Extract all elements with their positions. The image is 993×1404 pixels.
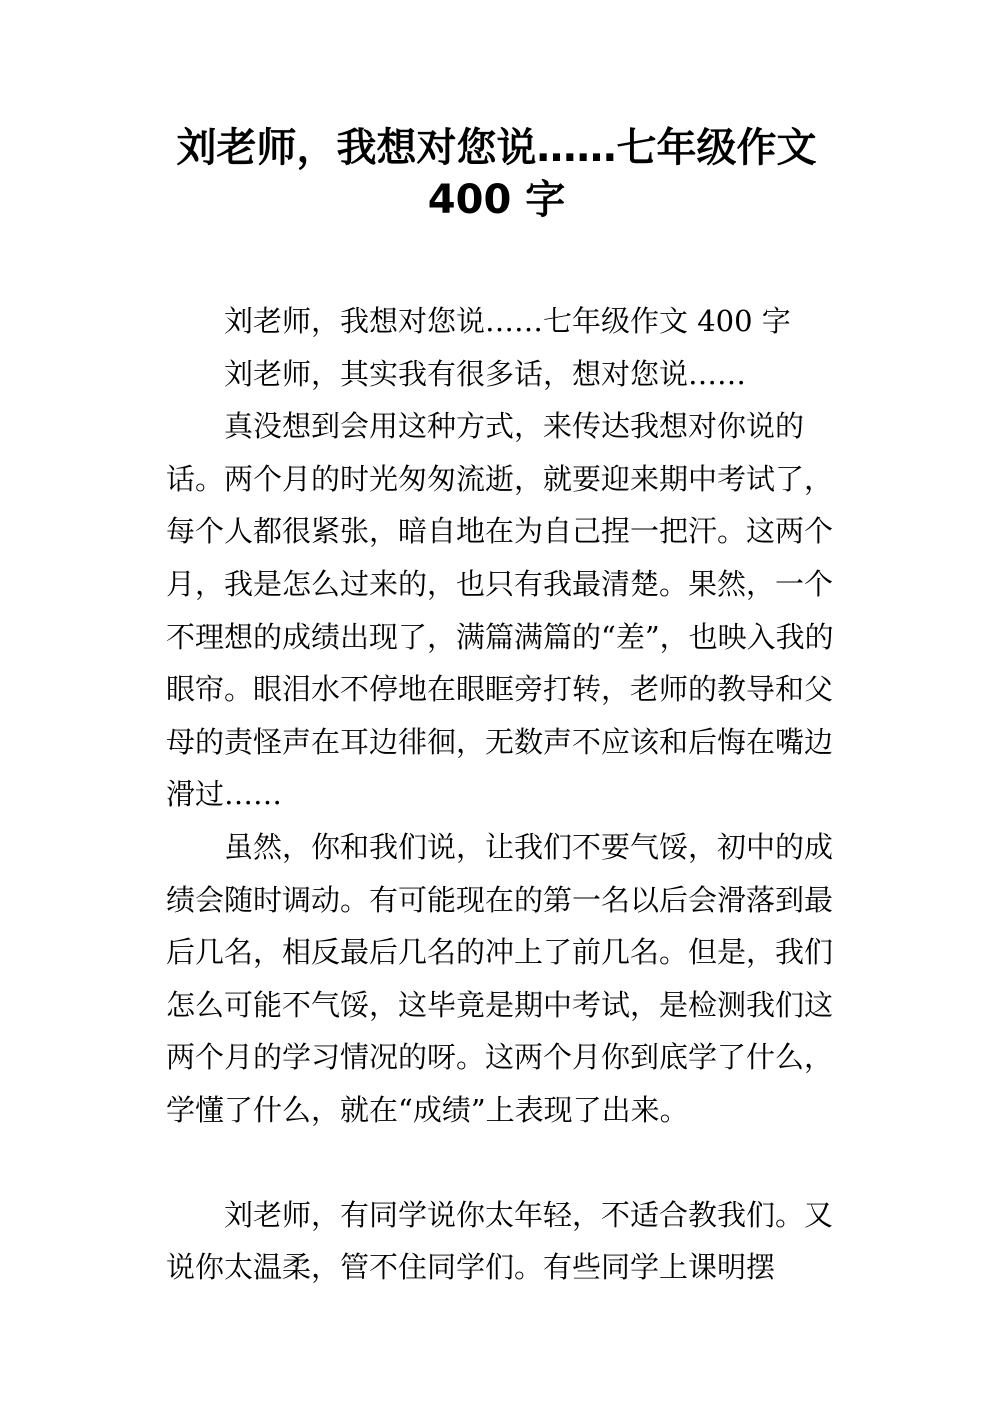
document-title-line-1: 刘老师，我想对您说……七年级作文 bbox=[176, 125, 817, 171]
paragraph-teacher: 刘老师，有同学说你太年轻，不适合教我们。又说你太温柔，管不住同学们。有些同学上课明摆 bbox=[166, 1197, 834, 1285]
paragraph-opening: 刘老师，其实我有很多话，想对您说…… bbox=[224, 356, 747, 391]
paragraph-heading-repeat: 刘老师，我想对您说……七年级作文 400 字 bbox=[224, 304, 791, 338]
document-body bbox=[166, 295, 846, 1294]
document-title-line-2: 400 字 bbox=[427, 177, 566, 223]
paragraph-encouragement: 虽然，你和我们说，让我们不要气馁，初中的成绩会随时调动。有可能现在的第一名以后会滑落到最后几名，相反最后几名的冲上了前几名。但是，我们怎么可能不气馁，这毕竟是期中考试，是检测我们这两个月的学习情况的呀。这两个月你到底学了什么，学懂了什么，就在“成绩”上表现了出来。 bbox=[166, 829, 834, 1127]
paragraph-exam-results: 真没想到会用这种方式，来传达我想对你说的话。两个月的时光匆匆流逝，就要迎来期中考试了，每个人都很紧张，暗自地在为自己捏一把汗。这两个月，我是怎么过来的，也只有我最清楚。果然，一个不理想的成绩出现了，满篇满篇的“差”，也映入我的眼帘。眼泪水不停地在眼眶旁打转，老师的教导和父母的责怪声在耳边徘徊，无数声不应该和后悔在嘴边滑过…… bbox=[166, 409, 834, 812]
